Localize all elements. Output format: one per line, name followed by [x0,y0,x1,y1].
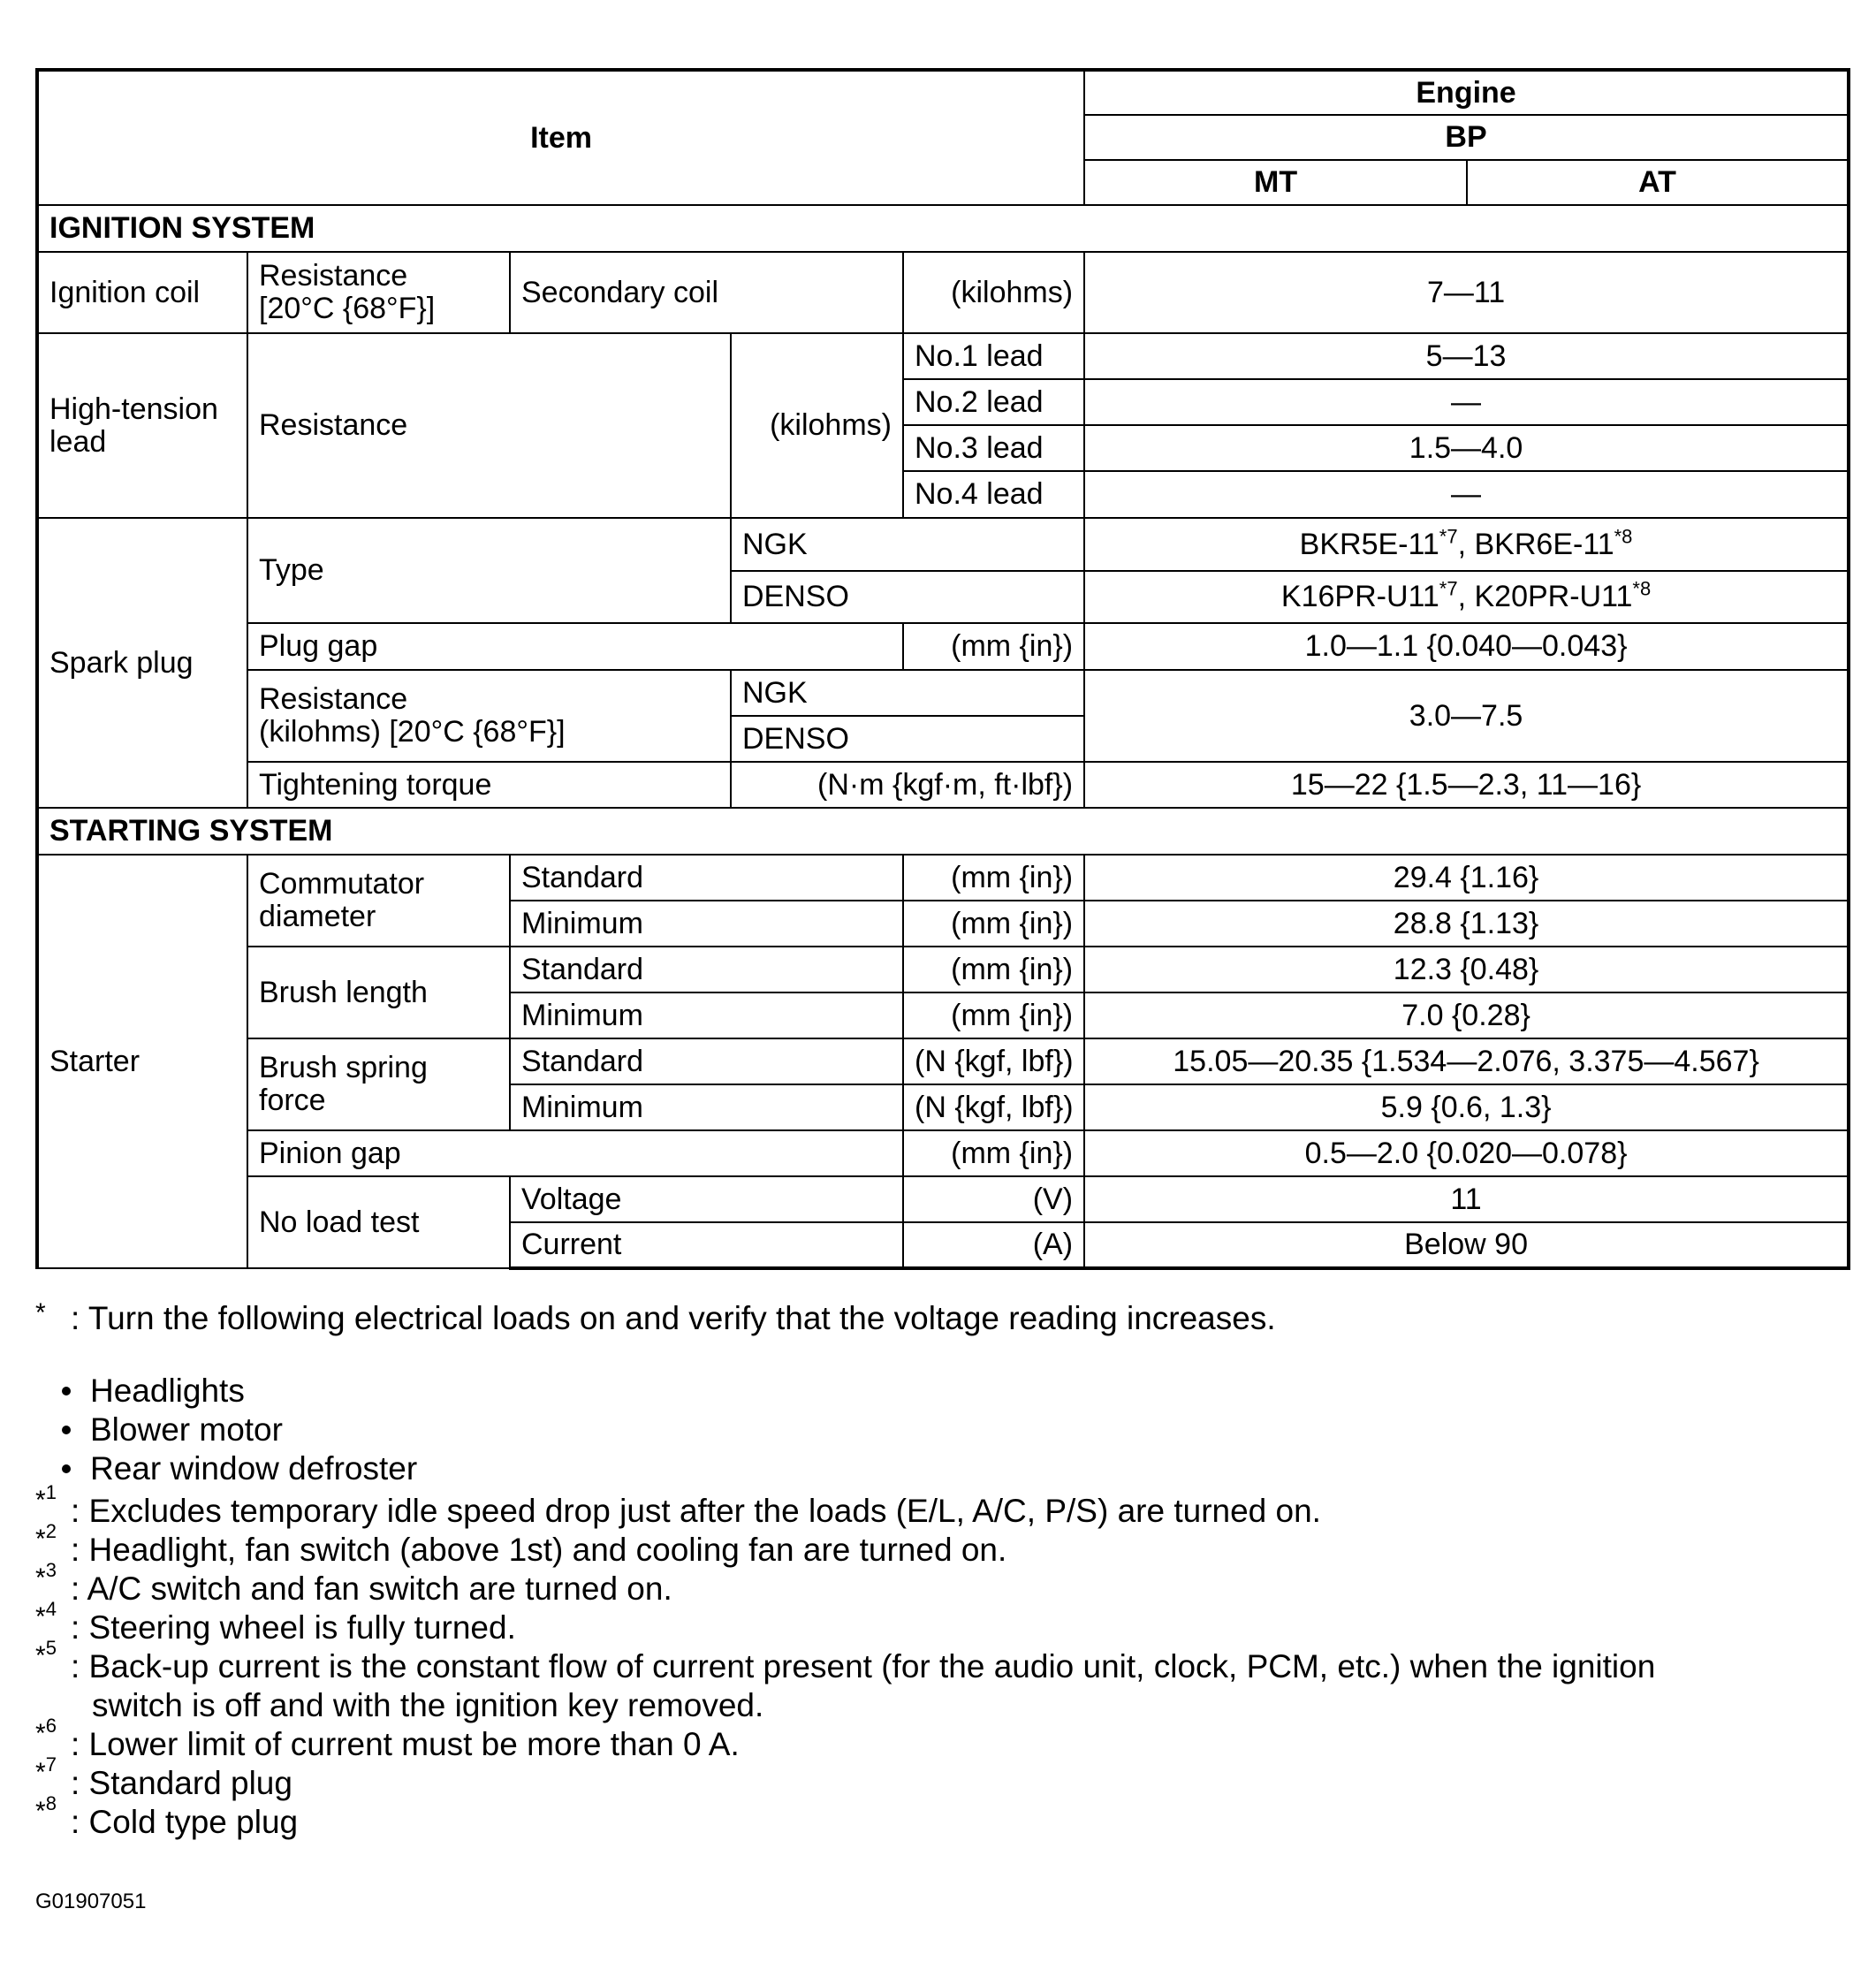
section-ignition-system: IGNITION SYSTEM [37,205,1849,252]
footnote-text [71,1647,1856,1725]
footnote-mark: *$^5$ [35,1637,57,1670]
tightening-torque-value: 15—22 {1.5—2.3, 11—16} [1084,762,1849,808]
brush-length-label: Brush length [247,947,510,1038]
spec-name: Standard [510,1038,903,1084]
footnote-ref: *7 [1439,577,1458,600]
denso-standard-plug: K16PR-U11 [1280,580,1439,614]
list-item [35,1411,1856,1449]
spec-unit: (A) [903,1222,1084,1268]
footnote-mark: *$^2$ [35,1520,57,1554]
spec-value: 15.05—20.35 {1.534—2.076, 3.375—4.567} [1084,1038,1849,1084]
footnote-ref: *8 [1632,577,1652,600]
commutator-line1: Commutator [259,867,425,901]
specification-table [35,68,1850,1270]
note-star-text: : Turn the following electrical loads on and verify that the voltage reading increases. [71,1300,1276,1336]
ignition-coil-resistance-label [247,252,510,333]
ignition-coil-label: Ignition coil [37,252,247,333]
footnote [35,1715,1856,1764]
note-star [35,1299,1856,1338]
footnote-line: switch is off and with the ignition key removed. [92,1687,764,1723]
footnote [35,1520,1856,1570]
secondary-coil-unit: (kilohms) [903,252,1084,333]
spec-name: Standard [510,855,903,901]
plug-resistance-line1: Resistance [259,682,408,717]
header-item: Item [37,70,1084,205]
header-at: AT [1467,160,1849,205]
footnote [35,1637,1856,1725]
spec-unit: (V) [903,1176,1084,1222]
list-item-text: Headlights [90,1373,245,1409]
note-star-mark: * [35,1298,46,1327]
denso-cold-plug: K20PR-U11 [1474,580,1633,614]
footnotes [35,1299,1856,1842]
spec-name: Standard [510,947,903,992]
separator: , [1457,527,1475,561]
brush-spring-force-label [247,1038,510,1130]
no-load-test-label: No load test [247,1176,510,1268]
footnote [35,1598,1856,1647]
footnote-mark: *$^6$ [35,1715,57,1748]
brush-spring-line2: force [259,1084,326,1117]
lead-value: — [1084,471,1849,518]
spec-name: Minimum [510,901,903,947]
plug-gap-unit: (mm {in}) [903,623,1084,670]
spec-value: 29.4 {1.16} [1084,855,1849,901]
plug-gap-value: 1.0—1.1 {0.040—0.043} [1084,623,1849,670]
footnote-text: : Steering wheel is fully turned. [71,1609,516,1646]
list-item [35,1372,1856,1411]
high-tension-lead-line2: lead [49,424,107,459]
footnote-text: : Excludes temporary idle speed drop just after the loads (E/L, A/C, P/S) are turned on. [71,1493,1321,1529]
footnote [35,1792,1856,1842]
footnote [35,1559,1856,1608]
high-tension-lead-line1: High-tension [49,392,218,426]
lead-resistance-label: Resistance [247,333,731,518]
bullet-icon [62,1387,71,1395]
ngk-standard-plug: BKR5E-11 [1299,527,1439,561]
footnote [35,1481,1856,1531]
footnote-mark: *$^3$ [35,1559,57,1593]
footnote-mark: *$^7$ [35,1753,57,1787]
plug-resistance-ngk: NGK [731,670,1084,716]
spec-value: Below 90 [1084,1222,1849,1268]
plug-resistance-label [247,670,731,762]
spec-unit: (N {kgf, lbf}) [903,1084,1084,1130]
footnote [35,1753,1856,1803]
bullet-icon [62,1426,71,1434]
plug-type-ngk-value [1084,518,1849,571]
list-item-text: Blower motor [90,1411,283,1448]
footnote-text: : Standard plug [71,1765,292,1801]
plug-gap-label: Plug gap [247,623,903,670]
spec-value: 5.9 {0.6, 1.3} [1084,1084,1849,1130]
lead-value: — [1084,379,1849,425]
list-item [35,1449,1856,1488]
pinion-gap-label: Pinion gap [247,1130,903,1176]
spec-unit: (mm {in}) [903,901,1084,947]
ignition-coil-resistance-line2: [20°C {68°F}] [259,292,436,325]
starter-label: Starter [37,855,247,1268]
plug-resistance-value: 3.0—7.5 [1084,670,1849,762]
pinion-gap-value: 0.5—2.0 {0.020—0.078} [1084,1130,1849,1176]
tightening-torque-unit: (N·m {kgf·m, ft·lbf}) [731,762,1084,808]
plug-type-denso: DENSO [731,571,1084,623]
spec-value: 28.8 {1.13} [1084,901,1849,947]
lead-resistance-unit: (kilohms) [731,333,903,518]
footnote-text: : Headlight, fan switch (above 1st) and cooling fan are turned on. [71,1532,1007,1568]
footnote-ref: *7 [1439,525,1458,548]
header-model: BP [1084,115,1849,160]
commutator-diameter-label [247,855,510,947]
spec-value: 12.3 {0.48} [1084,947,1849,992]
header-mt: MT [1084,160,1467,205]
footnote-text: : Cold type plug [71,1804,299,1840]
plug-resistance-line2: (kilohms) [20°C {68°F}] [259,715,566,749]
section-starting-system: STARTING SYSTEM [37,808,1849,855]
lead-name: No.3 lead [903,425,1084,471]
brush-spring-line1: Brush spring [259,1051,428,1085]
spec-unit: (mm {in}) [903,992,1084,1038]
ignition-coil-resistance-line1: Resistance [259,259,408,293]
footnote-mark: *$^4$ [35,1598,57,1631]
plug-type-label: Type [247,518,731,623]
spec-unit: (N {kgf, lbf}) [903,1038,1084,1084]
footnote-mark: *$^8$ [35,1792,57,1826]
pinion-gap-unit: (mm {in}) [903,1130,1084,1176]
secondary-coil-value: 7—11 [1084,252,1849,333]
list-item-text: Rear window defroster [90,1450,418,1487]
plug-resistance-denso: DENSO [731,716,1084,762]
lead-name: No.4 lead [903,471,1084,518]
plug-type-ngk: NGK [731,518,1084,571]
lead-name: No.1 lead [903,333,1084,379]
lead-name: No.2 lead [903,379,1084,425]
footnote-text: : Lower limit of current must be more than 0 A. [71,1726,740,1762]
plug-type-denso-value [1084,571,1849,623]
spec-name: Current [510,1222,903,1268]
footnote-line: : Back-up current is the constant flow of current present (for the audio unit, clock, PCM, etc.) when the ignition [71,1648,1656,1684]
electrical-load-list [35,1372,1856,1488]
spark-plug-label: Spark plug [37,518,247,808]
tightening-torque-label: Tightening torque [247,762,731,808]
spec-name: Minimum [510,992,903,1038]
footnote-mark: *$^1$ [35,1481,57,1515]
lead-value: 5—13 [1084,333,1849,379]
spec-unit: (mm {in}) [903,947,1084,992]
spec-value: 11 [1084,1176,1849,1222]
spec-value: 7.0 {0.28} [1084,992,1849,1038]
separator: , [1457,580,1475,614]
header-engine: Engine [1084,70,1849,115]
high-tension-lead-label [37,333,247,518]
ngk-cold-plug: BKR6E-11 [1474,527,1614,561]
spec-unit: (mm {in}) [903,855,1084,901]
bullet-icon [62,1464,71,1473]
footnote-text: : A/C switch and fan switch are turned on. [71,1570,672,1607]
spec-name: Minimum [510,1084,903,1130]
commutator-line2: diameter [259,900,376,933]
spec-name: Voltage [510,1176,903,1222]
figure-code: G01907051 [35,1890,147,1913]
lead-value: 1.5—4.0 [1084,425,1849,471]
footnote-ref: *8 [1614,525,1633,548]
secondary-coil-label: Secondary coil [510,252,903,333]
